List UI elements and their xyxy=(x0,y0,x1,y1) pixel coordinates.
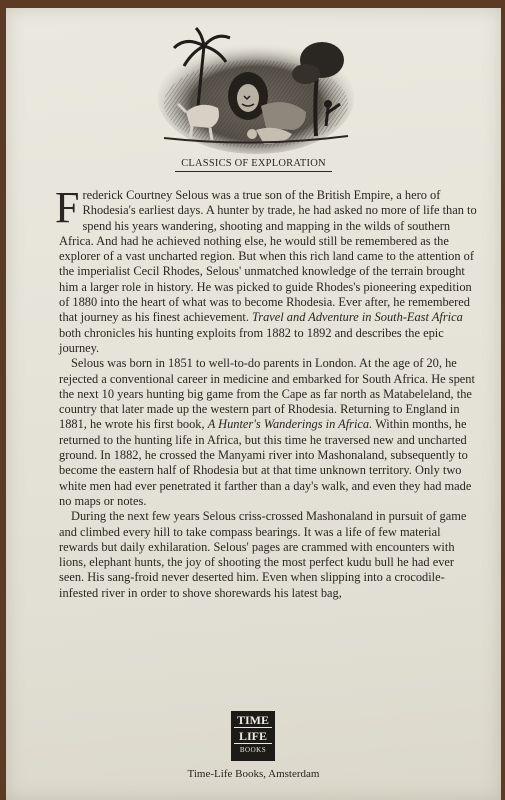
paragraph-1 xyxy=(55,183,479,356)
drop-cap: F xyxy=(55,183,80,232)
paragraph-3 xyxy=(59,509,479,601)
publisher-imprint: Time-Life Books, Amsterdam xyxy=(187,768,320,780)
paragraph-1-text: rederick Courtney Selous was a true son of the British Empire, a hero of Rhodesia's earliest days. A hunter by trade, he had asked no more of life than to spend his years wandering, shooting and mapping in the wilds of southern Africa. And had he achieved nothing else, he would still be remembered as the explorer of a vast uncharted region. But when this rich land came to the attention of the imperialist Cecil Rhodes, Selous' unmatched knowledge of the terrain brought him a larger role in history. He was picked to guide Rhodes's pioneering expedition of 1880 into the heart of what was to become Rhodesia. Ever after, he remembered that journey as his finest achievement. xyxy=(59,188,477,325)
paragraph-1-tail: both chronicles his hunting exploits from 1882 to 1892 and describes the epic journey. xyxy=(59,325,444,355)
paragraph-2-text: Selous was born in 1851 to well-to-do parents in London. At the age of 20, he rejected a conventional career in medicine and embarked for South Africa. He spent the next 10 years hunting big game from the Cape as far north as Matabeleland, the country that later made up the western part of Rhodesia. Returning to England in 1881, he wrote his first book, xyxy=(59,356,475,432)
time-life-books-logo: TIME LIFE BOOKS xyxy=(231,711,275,761)
book-back-cover xyxy=(6,8,501,800)
paragraph-2 xyxy=(59,356,479,509)
series-title: CLASSICS OF EXPLORATION xyxy=(6,158,501,172)
hunting-scene-engraving-icon xyxy=(156,26,356,154)
paragraph-3-text: During the next few years Selous criss-crossed Mashonaland in pursuit of game and climbed every hill to take compass bearings. It was a life of few material rewards but daily exhilaration. Selous' pages are crammed with encounters with lions, elephant hunts, the joy of shooting the most perfect kudu bull he had ever seen. His sang-froid never deserted him. Even when slipping into a crocodile-infested river in order to shove shorewards his latest bag, xyxy=(59,509,467,600)
book-title-travel: Travel and Adventure in South-East Africa xyxy=(252,310,463,325)
blurb-text xyxy=(55,183,479,601)
book-title-wanderings: A Hunter's Wanderings in Africa. xyxy=(207,417,373,432)
paragraph-2-tail: Within months, he returned to the hunting life in Africa, but this time he traversed new and uncharted ground. In 1882, he crossed the Manyami river into Mashonaland, subsequently to become the eastern half of Rhodesia but at that time unknown territory. Only two white men had ever penetrated it farther than a day's walk, and even they had made no maps or notes. xyxy=(59,417,472,508)
